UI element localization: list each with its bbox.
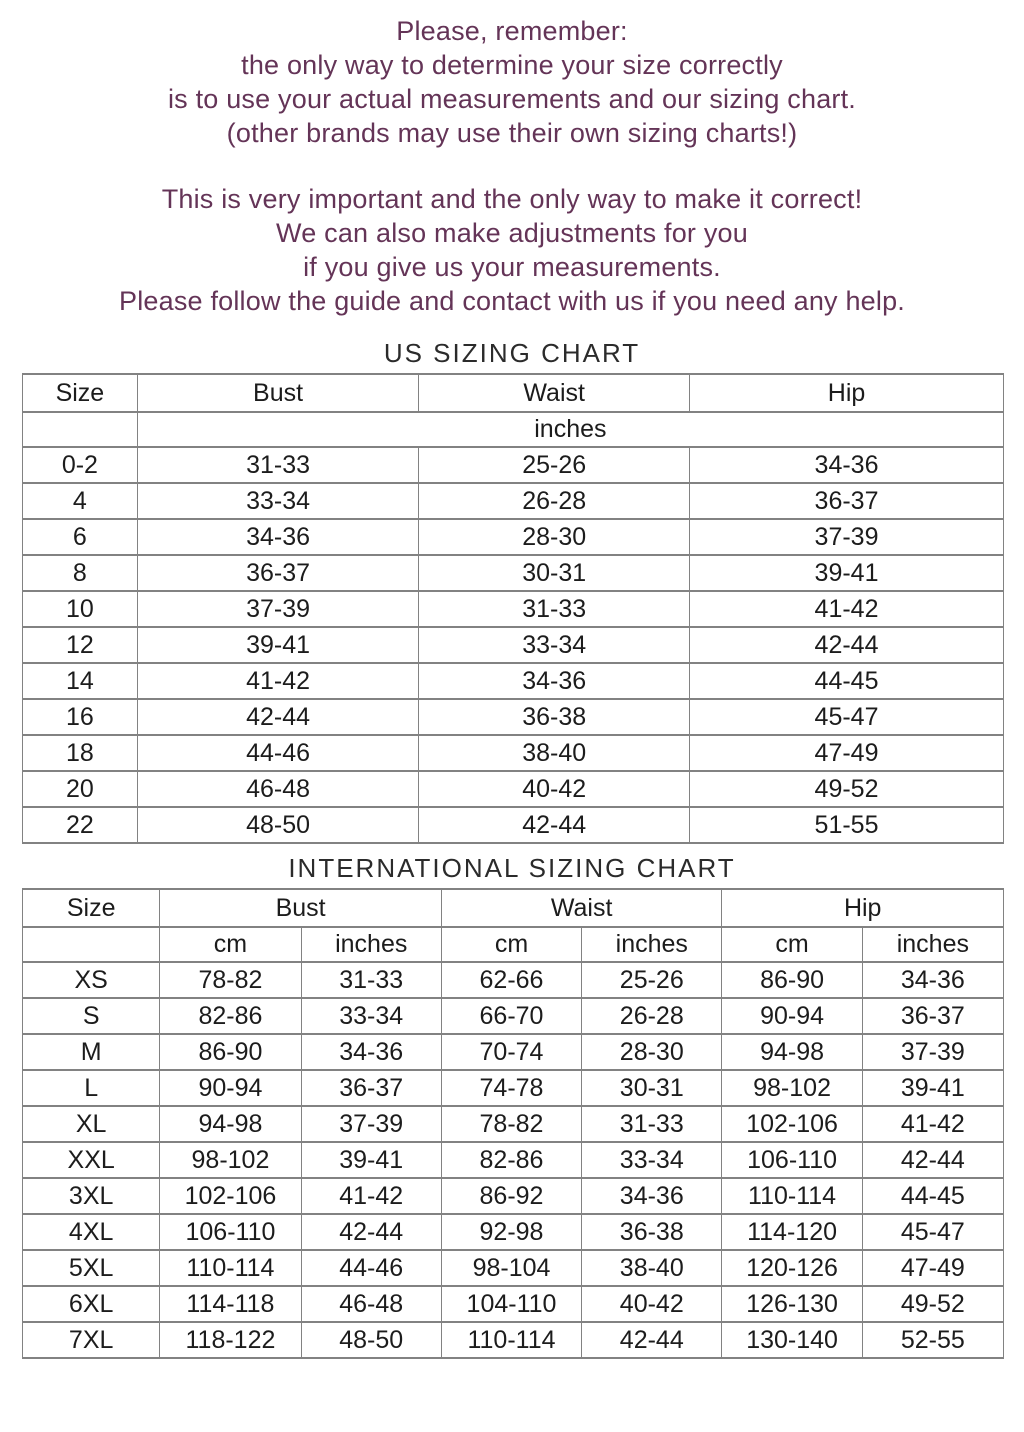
measurement-cell: 106-110 [160, 1214, 301, 1250]
size-cell: 4XL [23, 1214, 160, 1250]
measurement-cell: 28-30 [419, 519, 690, 555]
intl-table-unit-row [23, 927, 1004, 962]
size-cell: 3XL [23, 1178, 160, 1214]
measurement-cell: 45-47 [862, 1214, 1003, 1250]
measurement-cell: 78-82 [441, 1106, 581, 1142]
measurement-cell: 41-42 [137, 663, 419, 699]
measurement-cell: 66-70 [441, 998, 581, 1034]
measurement-cell: 94-98 [160, 1106, 301, 1142]
measurement-cell: 39-41 [690, 555, 1004, 591]
measurement-cell: 38-40 [582, 1250, 722, 1286]
measurement-cell: 78-82 [160, 962, 301, 998]
measurement-cell: 34-36 [582, 1178, 722, 1214]
measurement-cell: 98-102 [160, 1142, 301, 1178]
measurement-cell: 41-42 [301, 1178, 441, 1214]
measurement-cell: 118-122 [160, 1322, 301, 1358]
intl-chart-title: INTERNATIONAL SIZING CHART [288, 853, 736, 883]
intro-note [0, 0, 1024, 318]
measurement-cell: 42-44 [690, 627, 1004, 663]
intro-line: (other brands may use their own sizing charts!) [226, 118, 798, 148]
measurement-cell: 120-126 [722, 1250, 862, 1286]
table-row [23, 1034, 1004, 1070]
measurement-cell: 62-66 [441, 962, 581, 998]
measurement-cell: 38-40 [419, 735, 690, 771]
measurement-cell: 70-74 [441, 1034, 581, 1070]
measurement-cell: 31-33 [301, 962, 441, 998]
measurement-cell: 42-44 [137, 699, 419, 735]
size-cell: 14 [23, 663, 138, 699]
table-row [23, 519, 1004, 555]
column-header-size: Size [23, 889, 160, 927]
measurement-cell: 44-46 [137, 735, 419, 771]
table-row [23, 1250, 1004, 1286]
size-cell: 18 [23, 735, 138, 771]
unit-label-cm: cm [722, 927, 862, 962]
size-cell: 20 [23, 771, 138, 807]
column-header-waist: Waist [419, 374, 690, 412]
size-cell: XS [23, 962, 160, 998]
measurement-cell: 40-42 [419, 771, 690, 807]
measurement-cell: 37-39 [862, 1034, 1003, 1070]
us-table-header-row [23, 374, 1004, 412]
size-cell: 6XL [23, 1286, 160, 1322]
measurement-cell: 26-28 [582, 998, 722, 1034]
measurement-cell: 48-50 [137, 807, 419, 843]
measurement-cell: 47-49 [862, 1250, 1003, 1286]
measurement-cell: 40-42 [582, 1286, 722, 1322]
us-sizing-table [22, 373, 1004, 844]
column-header-hip: Hip [690, 374, 1004, 412]
size-cell: 7XL [23, 1322, 160, 1358]
intro-line: is to use your actual measurements and our sizing chart. [167, 84, 857, 114]
measurement-cell: 36-37 [301, 1070, 441, 1106]
measurement-cell: 39-41 [862, 1070, 1003, 1106]
measurement-cell: 36-38 [419, 699, 690, 735]
measurement-cell: 51-55 [690, 807, 1004, 843]
table-row [23, 699, 1004, 735]
measurement-cell: 130-140 [722, 1322, 862, 1358]
measurement-cell: 34-36 [862, 962, 1003, 998]
size-cell: 16 [23, 699, 138, 735]
size-cell: 5XL [23, 1250, 160, 1286]
size-cell: XXL [23, 1142, 160, 1178]
size-cell: 8 [23, 555, 138, 591]
measurement-cell: 46-48 [301, 1286, 441, 1322]
us-table-unit-row [23, 412, 1004, 447]
measurement-cell: 82-86 [160, 998, 301, 1034]
column-header-size: Size [23, 374, 138, 412]
intro-line: if you give us your measurements. [303, 252, 721, 282]
measurement-cell: 92-98 [441, 1214, 581, 1250]
measurement-cell: 90-94 [160, 1070, 301, 1106]
measurement-cell: 42-44 [419, 807, 690, 843]
measurement-cell: 114-118 [160, 1286, 301, 1322]
table-row [23, 1178, 1004, 1214]
measurement-cell: 34-36 [690, 447, 1004, 483]
size-cell: 10 [23, 591, 138, 627]
measurement-cell: 110-114 [722, 1178, 862, 1214]
measurement-cell: 36-37 [137, 555, 419, 591]
measurement-cell: 42-44 [862, 1142, 1003, 1178]
measurement-cell: 36-38 [582, 1214, 722, 1250]
size-cell: M [23, 1034, 160, 1070]
table-row [23, 1070, 1004, 1106]
measurement-cell: 90-94 [722, 998, 862, 1034]
intro-line: We can also make adjustments for you [276, 218, 748, 248]
measurement-cell: 36-37 [862, 998, 1003, 1034]
measurement-cell: 114-120 [722, 1214, 862, 1250]
measurement-cell: 30-31 [582, 1070, 722, 1106]
measurement-cell: 33-34 [137, 483, 419, 519]
measurement-cell: 34-36 [301, 1034, 441, 1070]
measurement-cell: 44-46 [301, 1250, 441, 1286]
unit-label-cm: cm [441, 927, 581, 962]
measurement-cell: 37-39 [301, 1106, 441, 1142]
column-header-waist: Waist [441, 889, 722, 927]
measurement-cell: 110-114 [441, 1322, 581, 1358]
table-row [23, 483, 1004, 519]
size-cell: L [23, 1070, 160, 1106]
table-row [23, 1214, 1004, 1250]
table-row [23, 555, 1004, 591]
measurement-cell: 25-26 [582, 962, 722, 998]
measurement-cell: 34-36 [419, 663, 690, 699]
measurement-cell: 36-37 [690, 483, 1004, 519]
measurement-cell: 42-44 [582, 1322, 722, 1358]
measurement-cell: 106-110 [722, 1142, 862, 1178]
intro-paragraph-1 [0, 14, 1024, 150]
measurement-cell: 86-90 [160, 1034, 301, 1070]
measurement-cell: 34-36 [137, 519, 419, 555]
measurement-cell: 39-41 [301, 1142, 441, 1178]
table-row [23, 1106, 1004, 1142]
us-table-body [23, 447, 1004, 843]
measurement-cell: 31-33 [137, 447, 419, 483]
measurement-cell: 44-45 [690, 663, 1004, 699]
measurement-cell: 104-110 [441, 1286, 581, 1322]
table-row [23, 1322, 1004, 1358]
measurement-cell: 41-42 [690, 591, 1004, 627]
measurement-cell: 41-42 [862, 1106, 1003, 1142]
measurement-cell: 86-90 [722, 962, 862, 998]
measurement-cell: 37-39 [137, 591, 419, 627]
us-chart-title: US SIZING CHART [383, 338, 641, 368]
unit-label-cm: cm [160, 927, 301, 962]
table-row [23, 1142, 1004, 1178]
intl-table-body [23, 962, 1004, 1358]
measurement-cell: 102-106 [160, 1178, 301, 1214]
intl-sizing-table [22, 888, 1004, 1359]
measurement-cell: 52-55 [862, 1322, 1003, 1358]
measurement-cell: 30-31 [419, 555, 690, 591]
table-row [23, 591, 1004, 627]
column-header-bust: Bust [137, 374, 419, 412]
column-header-bust: Bust [160, 889, 442, 927]
measurement-cell: 28-30 [582, 1034, 722, 1070]
measurement-cell: 46-48 [137, 771, 419, 807]
unit-label-inches: inches [582, 927, 722, 962]
table-row [23, 627, 1004, 663]
table-row [23, 771, 1004, 807]
size-cell: 0-2 [23, 447, 138, 483]
size-cell: 4 [23, 483, 138, 519]
table-row [23, 962, 1004, 998]
measurement-cell: 45-47 [690, 699, 1004, 735]
intro-paragraph-2 [0, 182, 1024, 318]
empty-cell [23, 412, 138, 447]
measurement-cell: 82-86 [441, 1142, 581, 1178]
size-cell: 22 [23, 807, 138, 843]
measurement-cell: 44-45 [862, 1178, 1003, 1214]
measurement-cell: 94-98 [722, 1034, 862, 1070]
unit-label-inches: inches [301, 927, 441, 962]
measurement-cell: 26-28 [419, 483, 690, 519]
intro-line: the only way to determine your size correctly [241, 50, 783, 80]
intro-line: This is very important and the only way to make it correct! [161, 184, 863, 214]
empty-cell [23, 927, 160, 962]
table-row [23, 807, 1004, 843]
measurement-cell: 74-78 [441, 1070, 581, 1106]
size-cell: XL [23, 1106, 160, 1142]
measurement-cell: 39-41 [137, 627, 419, 663]
measurement-cell: 98-102 [722, 1070, 862, 1106]
measurement-cell: 48-50 [301, 1322, 441, 1358]
measurement-cell: 102-106 [722, 1106, 862, 1142]
table-row [23, 447, 1004, 483]
measurement-cell: 37-39 [690, 519, 1004, 555]
measurement-cell: 126-130 [722, 1286, 862, 1322]
measurement-cell: 49-52 [862, 1286, 1003, 1322]
measurement-cell: 33-34 [419, 627, 690, 663]
unit-label-inches: inches [862, 927, 1003, 962]
measurement-cell: 33-34 [582, 1142, 722, 1178]
measurement-cell: 110-114 [160, 1250, 301, 1286]
measurement-cell: 31-33 [582, 1106, 722, 1142]
column-header-hip: Hip [722, 889, 1004, 927]
intro-line: Please follow the guide and contact with us if you need any help. [118, 286, 905, 316]
unit-label-inches: inches [137, 412, 1003, 447]
table-row [23, 1286, 1004, 1322]
measurement-cell: 49-52 [690, 771, 1004, 807]
intro-line: Please, remember: [396, 16, 628, 46]
table-row [23, 663, 1004, 699]
measurement-cell: 98-104 [441, 1250, 581, 1286]
size-cell: 6 [23, 519, 138, 555]
size-cell: 12 [23, 627, 138, 663]
table-row [23, 998, 1004, 1034]
measurement-cell: 42-44 [301, 1214, 441, 1250]
measurement-cell: 25-26 [419, 447, 690, 483]
measurement-cell: 31-33 [419, 591, 690, 627]
measurement-cell: 47-49 [690, 735, 1004, 771]
intl-table-header-row [23, 889, 1004, 927]
size-cell: S [23, 998, 160, 1034]
table-row [23, 735, 1004, 771]
measurement-cell: 33-34 [301, 998, 441, 1034]
measurement-cell: 86-92 [441, 1178, 581, 1214]
